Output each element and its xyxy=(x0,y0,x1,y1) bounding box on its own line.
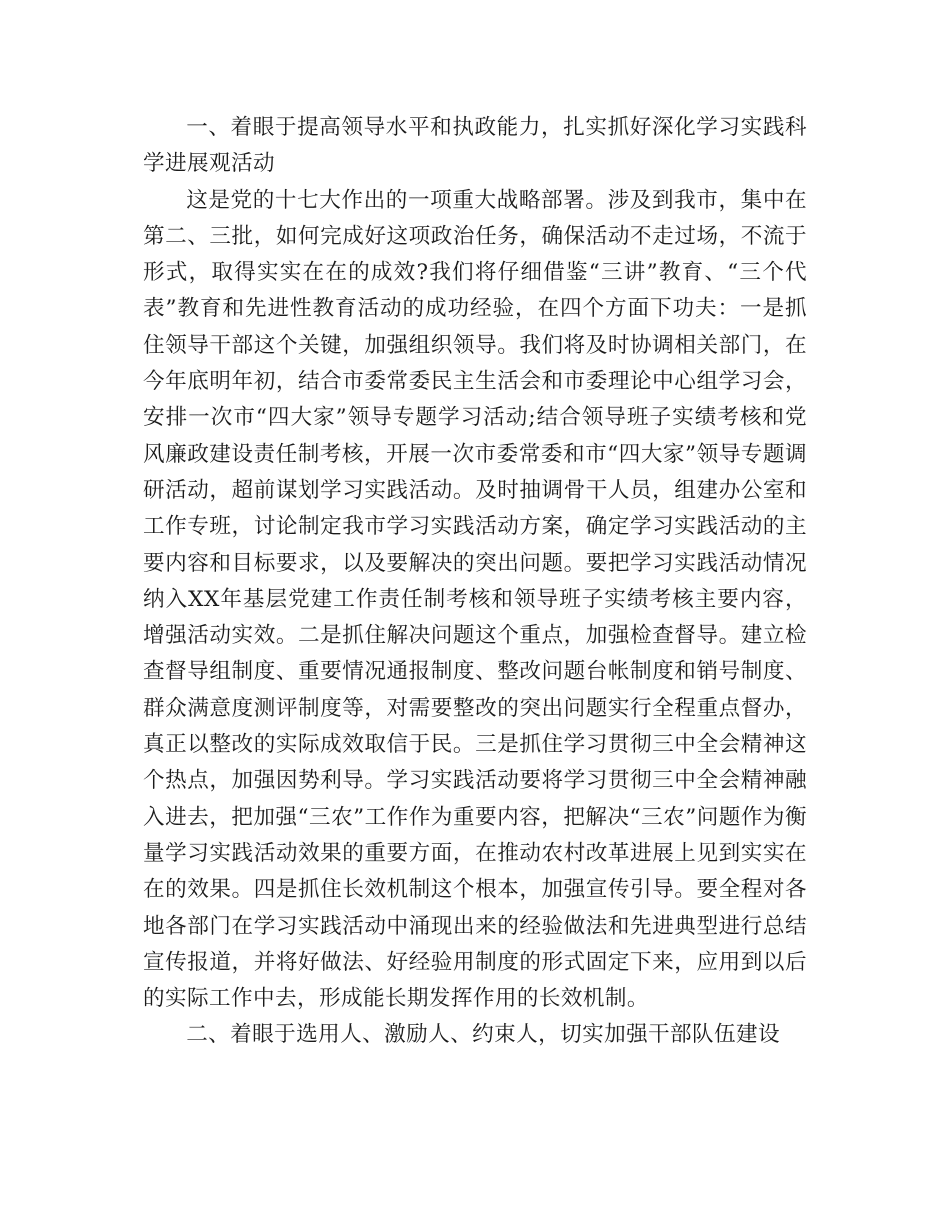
document-page xyxy=(143,110,807,1054)
section-heading-1: 一、着眼于提高领导水平和执政能力，扎实抓好深化学习实践科学进展观活动 xyxy=(143,115,807,177)
section-heading-2: 二、着眼于选用人、激励人、约束人，切实加强干部队伍建设 xyxy=(186,1022,781,1048)
body-paragraph-1: 这是党的十七大作出的一项重大战略部署。涉及到我市，集中在第二、三批，如何完成好这项政治任务，确保活动不走过场，不流于形式，取得实实在在的成效?我们将仔细借鉴“三讲”教育、“三个代表”教育和先进性教育活动的成功经验，在四个方面下功夫：一是抓住领导干部这个关键，加强组织领导。我们将及时协调相关部门，在今年底明年初，结合市委常委民主生活会和市委理论中心组学习会，安排一次市“四大家”领导专题学习活动;结合领导班子实绩考核和党风廉政建设责任制考核，开展一次市委常委和市“四大家”领导专题调研活动，超前谋划学习实践活动。及时抽调骨干人员，组建办公室和工作专班，讨论制定我市学习实践活动方案，确定学习实践活动的主要内容和目标要求，以及要解决的突出问题。要把学习实践活动情况纳入XX年基层党建工作责任制考核和领导班子实绩考核主要内容，增强活动实效。二是抓住解决问题这个重点，加强检查督导。建立检查督导组制度、重要情况通报制度、整改问题台帐制度和销号制度、群众满意度测评制度等，对需要整改的突出问题实行全程重点督办，真正以整改的实际成效取信于民。三是抓住学习贯彻三中全会精神这个热点，加强因势利导。学习实践活动要将学习贯彻三中全会精神融入进去，把加强“三农”工作作为重要内容，把解决“三农”问题作为衡量学习实践活动效果的重要方面，在推动农村改革进展上见到实实在在的效果。四是抓住长效机制这个根本，加强宣传引导。要全程对各地各部门在学习实践活动中涌现出来的经验做法和先进典型进行总结宣传报道，并将好做法、好经验用制度的形式固定下来，应用到以后的实际工作中去，形成能长期发挥作用的长效机制。 xyxy=(143,187,807,1012)
